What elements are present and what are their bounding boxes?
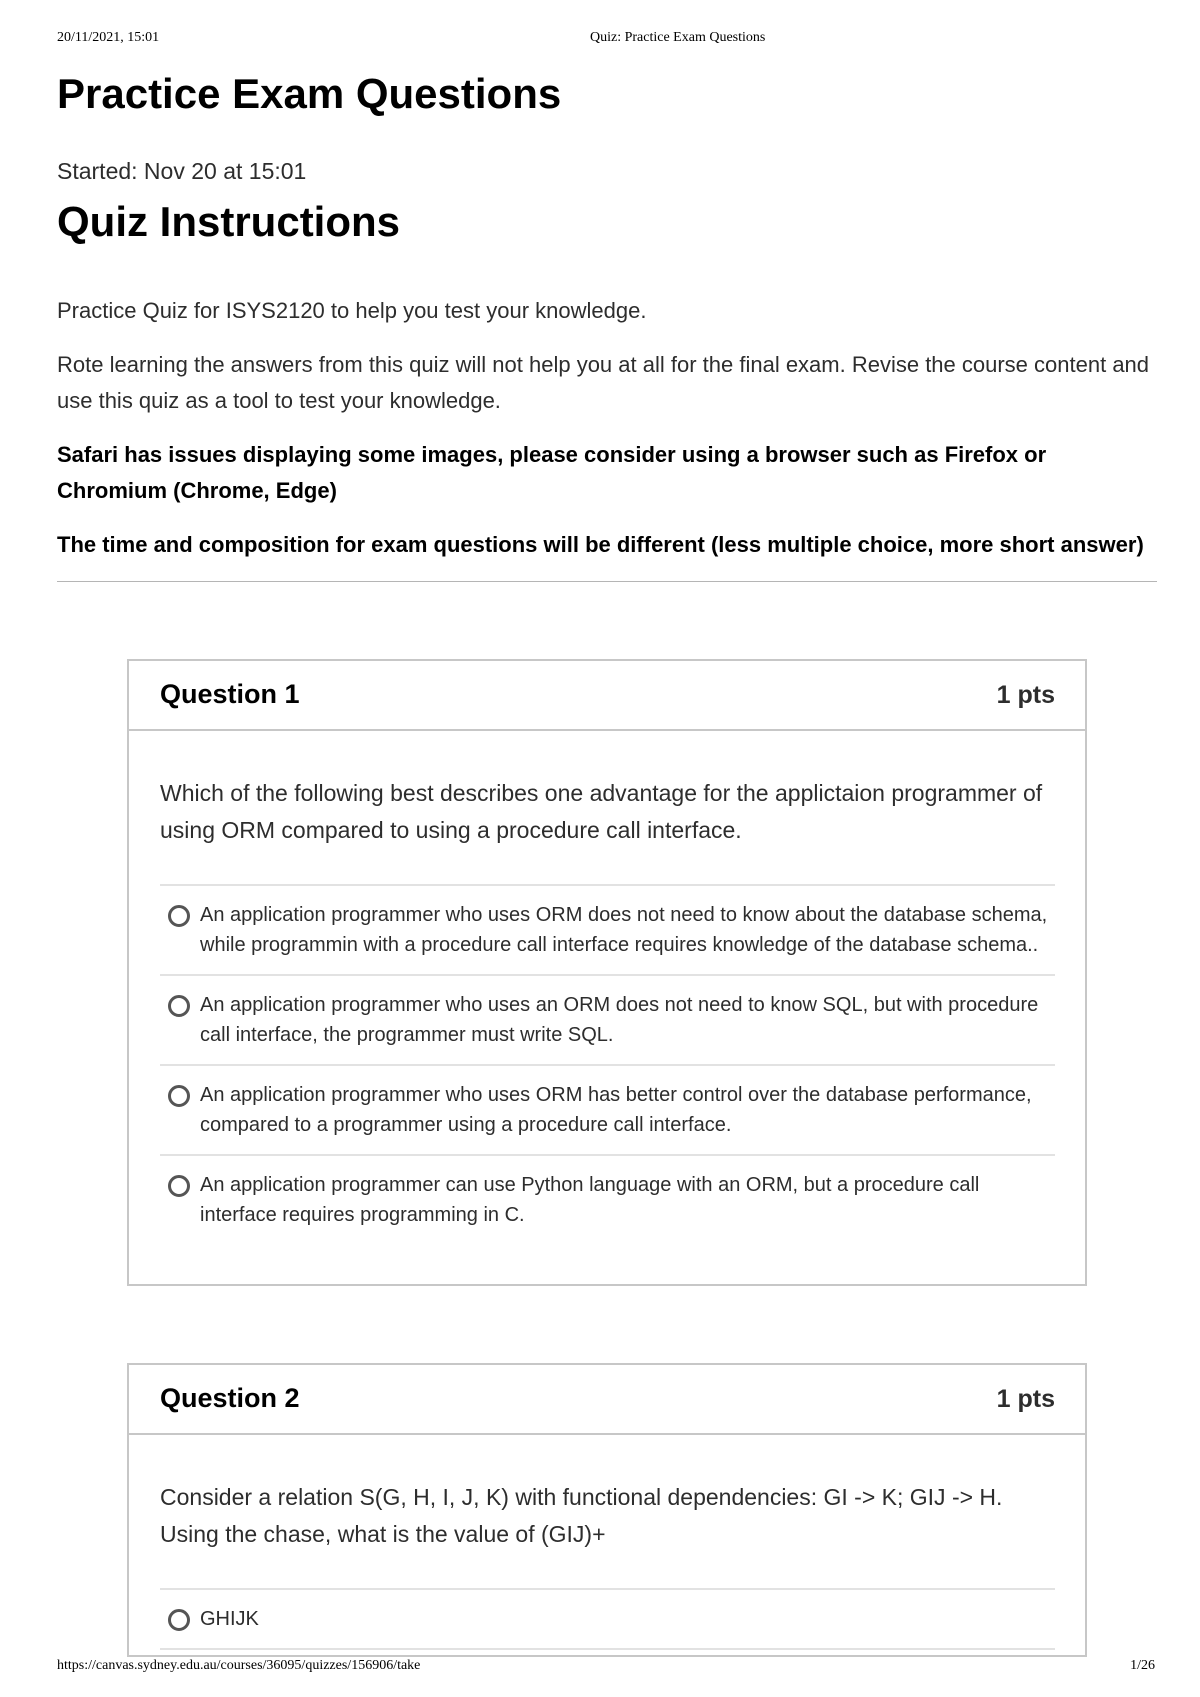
answer-label[interactable]: An application programmer who uses ORM has better control over the database performance, compared to a programmer using a procedure call interface. xyxy=(200,1084,1032,1136)
question-1 xyxy=(127,659,1087,1286)
instruction-text: Rote learning the answers from this quiz will not help you at all for the final exam. Revise the course content and use this quiz as a tool to test your knowledge. xyxy=(57,352,1150,413)
print-footer xyxy=(0,1658,1200,1678)
divider xyxy=(57,581,1157,582)
question-body xyxy=(129,1435,1085,1657)
answer-list xyxy=(160,884,1055,1244)
question-points: 1 pts xyxy=(996,681,1055,709)
question-name: Question 1 xyxy=(160,679,300,709)
print-datetime: 20/11/2021, 15:01 xyxy=(57,30,160,45)
answer-label[interactable]: GHIJK xyxy=(200,1608,259,1630)
question-text: Which of the following best describes one advantage for the applictaion programmer of using ORM compared to using a procedure call interface. xyxy=(160,780,1043,843)
quiz-content xyxy=(57,60,1157,582)
answer-option[interactable] xyxy=(160,1156,1055,1244)
started-timestamp: Started: Nov 20 at 15:01 xyxy=(57,158,307,184)
question-points: 1 pts xyxy=(996,1385,1055,1413)
radio-button[interactable] xyxy=(168,905,190,927)
page-title: Practice Exam Questions xyxy=(57,70,562,117)
answer-option[interactable] xyxy=(160,1066,1055,1156)
radio-button[interactable] xyxy=(168,995,190,1017)
question-header xyxy=(129,1365,1085,1435)
notice-text: Safari has issues displaying some images, please consider using a browser such as Firefox or Chromium (Chrome, Edge) xyxy=(57,442,1047,503)
question-text: Consider a relation S(G, H, I, J, K) with functional dependencies: GI -> K; GIJ -> H. Using the chase, what is the value of (GIJ)+ xyxy=(160,1484,1003,1547)
print-url: https://canvas.sydney.edu.au/courses/36095/quizzes/156906/take xyxy=(57,1658,421,1673)
radio-button[interactable] xyxy=(168,1175,190,1197)
answer-label[interactable]: An application programmer who uses an ORM does not need to know SQL, but with procedure call interface, the programmer must write SQL. xyxy=(200,994,1039,1046)
print-doc-title: Quiz: Practice Exam Questions xyxy=(590,30,766,45)
answer-label[interactable]: An application programmer can use Python language with an ORM, but a procedure call interface requires programming in C. xyxy=(200,1174,980,1226)
answer-option[interactable] xyxy=(160,1590,1055,1650)
instructions-title: Quiz Instructions xyxy=(57,198,401,245)
print-page-number: 1/26 xyxy=(1130,1658,1155,1673)
answer-list xyxy=(160,1588,1055,1650)
answer-label[interactable]: An application programmer who uses ORM does not need to know about the database schema, while programmin with a procedure call interface requires knowledge of the database schema.. xyxy=(200,904,1048,956)
answer-option[interactable] xyxy=(160,976,1055,1066)
instructions-body xyxy=(57,293,1157,563)
radio-button[interactable] xyxy=(168,1609,190,1631)
instruction-text: Practice Quiz for ISYS2120 to help you test your knowledge. xyxy=(57,298,647,323)
radio-button[interactable] xyxy=(168,1085,190,1107)
question-2 xyxy=(127,1363,1087,1657)
question-body xyxy=(129,731,1085,1284)
question-header xyxy=(129,661,1085,731)
notice-text: The time and composition for exam questions will be different (less multiple choice, more short answer) xyxy=(57,532,1144,557)
print-header xyxy=(0,30,1200,50)
question-name: Question 2 xyxy=(160,1383,300,1413)
answer-option[interactable] xyxy=(160,886,1055,976)
